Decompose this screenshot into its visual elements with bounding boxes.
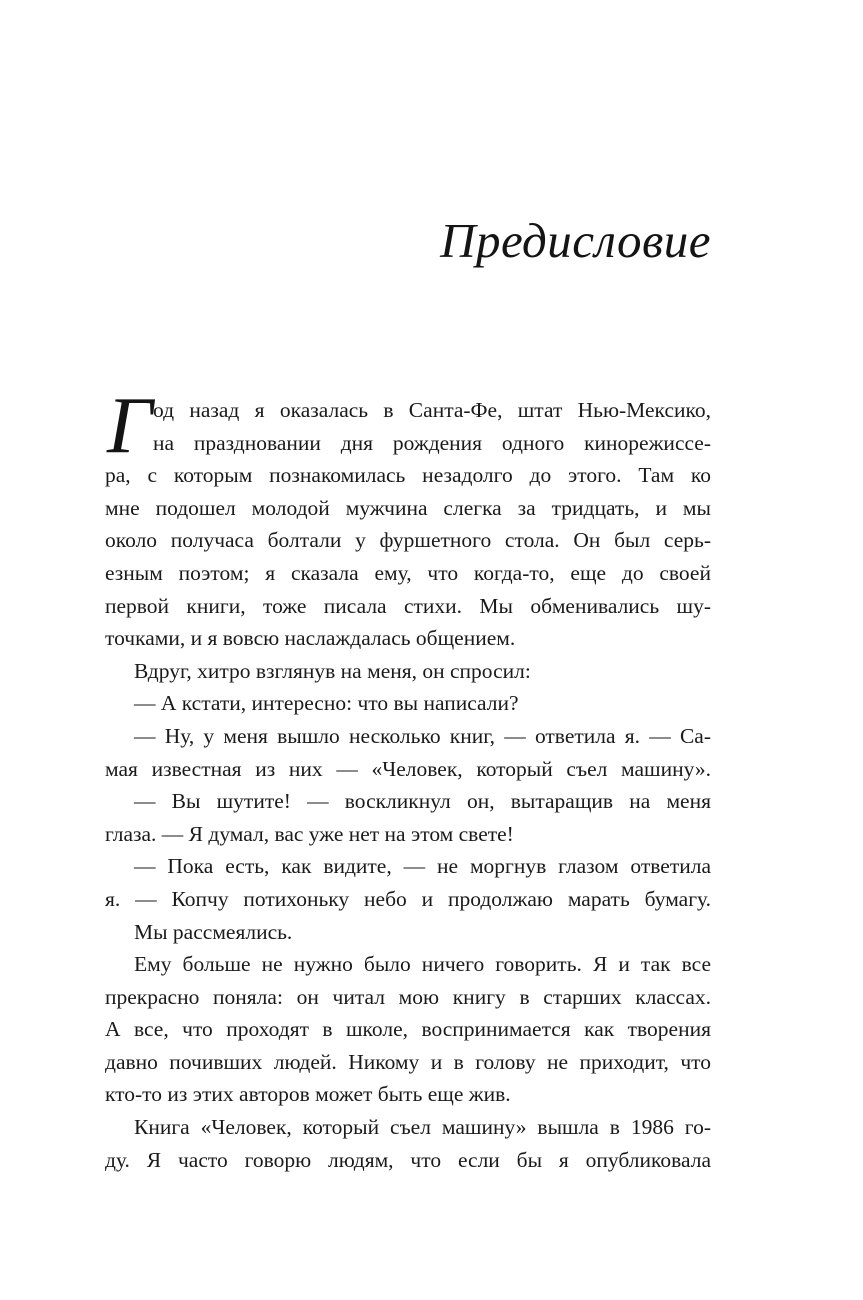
text-line: мая известная из них — «Человек, который съел машину». [105, 756, 711, 781]
text-line: ра, с которым познакомилась незадолго до этого. Там ко [105, 463, 711, 488]
text-line: я. — Копчу потихоньку небо и продолжаю марать бумагу. [105, 886, 711, 911]
text-line: Мы рассмеялись. [134, 919, 293, 944]
text-line: — Вы шутите! — воскликнул он, вытаращив на меня [134, 789, 711, 814]
text-line: — Ну, у меня вышло несколько книг, — ответила я. — Са- [134, 723, 711, 748]
text-line: Ему больше не нужно было ничего говорить. Я и так все [134, 952, 711, 977]
text-line: давно почивших людей. Никому и в голову не приходит, что [105, 1049, 711, 1074]
chapter-title: Предисловие [440, 213, 711, 268]
text-line: Вдруг, хитро взглянув на меня, он спросил: [134, 658, 531, 683]
body-text [105, 382, 711, 1176]
text-line: А все, что проходят в школе, воспринимается как творения [105, 1017, 711, 1042]
text-line: на праздновании дня рождения одного кинорежиссе- [153, 430, 711, 455]
drop-cap: Г [107, 382, 153, 470]
text-line: Книга «Человек, который съел машину» вышла в 1986 го- [134, 1115, 711, 1140]
text-line: глаза. — Я думал, вас уже нет на этом свете! [105, 821, 514, 846]
text-line: ду. Я часто говорю людям, что если бы я опубликовала [105, 1147, 711, 1172]
text-line: кто-то из этих авторов может быть еще жив. [105, 1082, 511, 1107]
text-line: первой книги, тоже писала стихи. Мы обменивались шу- [105, 593, 711, 618]
text-line: около получаса болтали у фуршетного стола. Он был серь- [105, 528, 711, 553]
text-line: точками, и я вовсю наслаждалась общением. [105, 626, 516, 651]
text-line: од назад я оказалась в Санта-Фе, штат Нью-Мексико, [153, 398, 711, 422]
text-line: прекрасно поняла: он читал мою книгу в старших классах. [105, 984, 711, 1009]
text-line: езным поэтом; я сказала ему, что когда-то, еще до своей [105, 560, 711, 585]
text-line: — Пока есть, как видите, — не моргнув глазом ответила [134, 854, 711, 879]
text-line: — А кстати, интересно: что вы написали? [134, 691, 519, 716]
text-line: мне подошел молодой мужчина слегка за тридцать, и мы [105, 495, 711, 520]
